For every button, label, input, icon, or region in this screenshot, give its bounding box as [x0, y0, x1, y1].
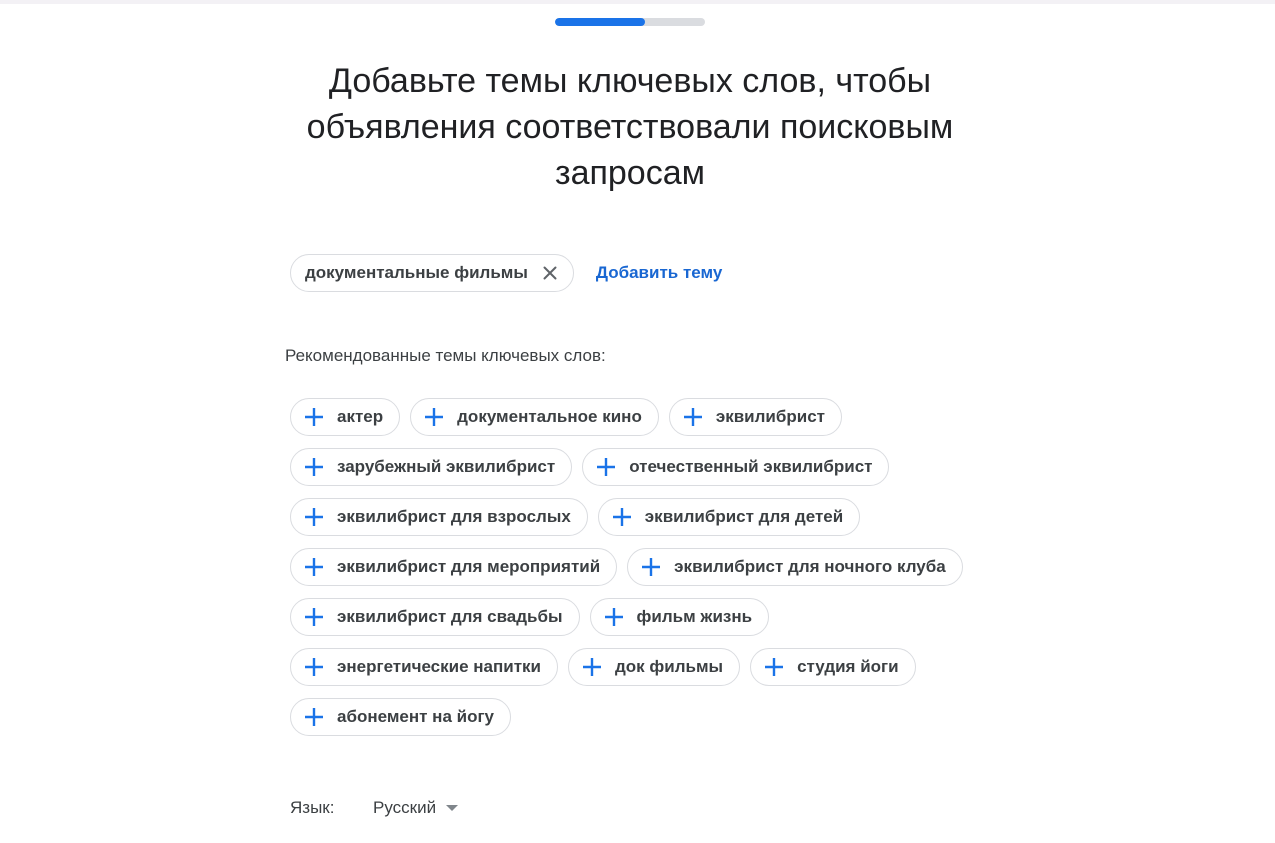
add-plus-icon [303, 706, 325, 728]
suggested-topic-chip[interactable] [410, 398, 659, 436]
language-selector [290, 798, 458, 818]
top-divider [0, 0, 1275, 4]
suggested-topic-chip[interactable] [582, 448, 889, 486]
recommended-topics-heading: Рекомендованные темы ключевых слов: [285, 346, 606, 365]
suggested-topic-label: документальное кино [457, 407, 642, 426]
language-dropdown[interactable] [373, 798, 458, 818]
suggested-topic-chip[interactable] [290, 648, 558, 686]
suggested-topic-chip[interactable] [669, 398, 842, 436]
add-plus-icon [303, 656, 325, 678]
suggested-topic-chip[interactable] [598, 498, 860, 536]
suggestion-row [290, 698, 980, 736]
suggested-topic-chip[interactable] [290, 398, 400, 436]
suggested-topic-chip[interactable] [290, 698, 511, 736]
add-plus-icon [603, 606, 625, 628]
suggested-topic-chip[interactable] [568, 648, 740, 686]
suggested-topic-label: эквилибрист для ночного клуба [674, 557, 946, 576]
progress-bar [555, 18, 705, 26]
suggested-topic-chip[interactable] [290, 548, 617, 586]
add-plus-icon [303, 606, 325, 628]
add-plus-icon [595, 456, 617, 478]
add-plus-icon [611, 506, 633, 528]
add-plus-icon [303, 456, 325, 478]
suggested-topic-label: эквилибрист для детей [644, 507, 844, 526]
suggestion-row [290, 648, 980, 686]
suggested-topic-label: абонемент на йогу [337, 707, 495, 726]
suggested-topic-label: эквилибрист для свадьбы [337, 607, 563, 626]
suggestion-row [290, 498, 980, 536]
suggested-topic-chip[interactable] [290, 448, 572, 486]
suggested-topic-chip[interactable] [627, 548, 963, 586]
selected-topic-chip [290, 254, 574, 292]
remove-topic-close-icon[interactable] [542, 265, 558, 281]
add-plus-icon [763, 656, 785, 678]
selected-topic-label: документальные фильмы [305, 263, 528, 282]
suggestion-row [290, 398, 980, 436]
dropdown-caret-icon [446, 805, 458, 811]
language-value: Русский [373, 798, 437, 817]
suggested-topic-label: эквилибрист для взрослых [337, 507, 571, 526]
progress-fill [555, 18, 645, 26]
suggested-topic-chip[interactable] [290, 598, 580, 636]
suggestion-row [290, 548, 980, 586]
suggested-topic-chip[interactable] [750, 648, 916, 686]
suggested-topic-chip[interactable] [290, 498, 588, 536]
add-plus-icon [303, 556, 325, 578]
language-label: Язык: [290, 798, 335, 817]
add-plus-icon [303, 506, 325, 528]
suggestion-row [290, 598, 980, 636]
suggested-topics [290, 398, 980, 736]
suggested-topic-label: фильм жизнь [636, 607, 753, 626]
suggested-topic-label: энергетические напитки [337, 657, 541, 676]
add-plus-icon [303, 406, 325, 428]
suggested-topic-label: отечественный эквилибрист [629, 457, 873, 476]
page-title: Добавьте темы ключевых слов, чтобы объявления соответствовали поисковым запросам [306, 62, 954, 192]
suggested-topic-label: зарубежный эквилибрист [337, 457, 556, 476]
suggestion-row [290, 448, 980, 486]
selected-topics [290, 253, 722, 293]
add-plus-icon [640, 556, 662, 578]
suggested-topic-label: актер [337, 407, 384, 426]
add-topic-link[interactable]: Добавить тему [595, 263, 723, 282]
suggested-topic-label: эквилибрист [715, 407, 825, 426]
suggested-topic-chip[interactable] [590, 598, 770, 636]
suggested-topic-label: эквилибрист для мероприятий [337, 557, 601, 576]
add-plus-icon [423, 406, 445, 428]
add-plus-icon [581, 656, 603, 678]
add-plus-icon [682, 406, 704, 428]
suggested-topic-label: док фильмы [615, 657, 724, 676]
suggested-topic-label: студия йоги [797, 657, 899, 676]
